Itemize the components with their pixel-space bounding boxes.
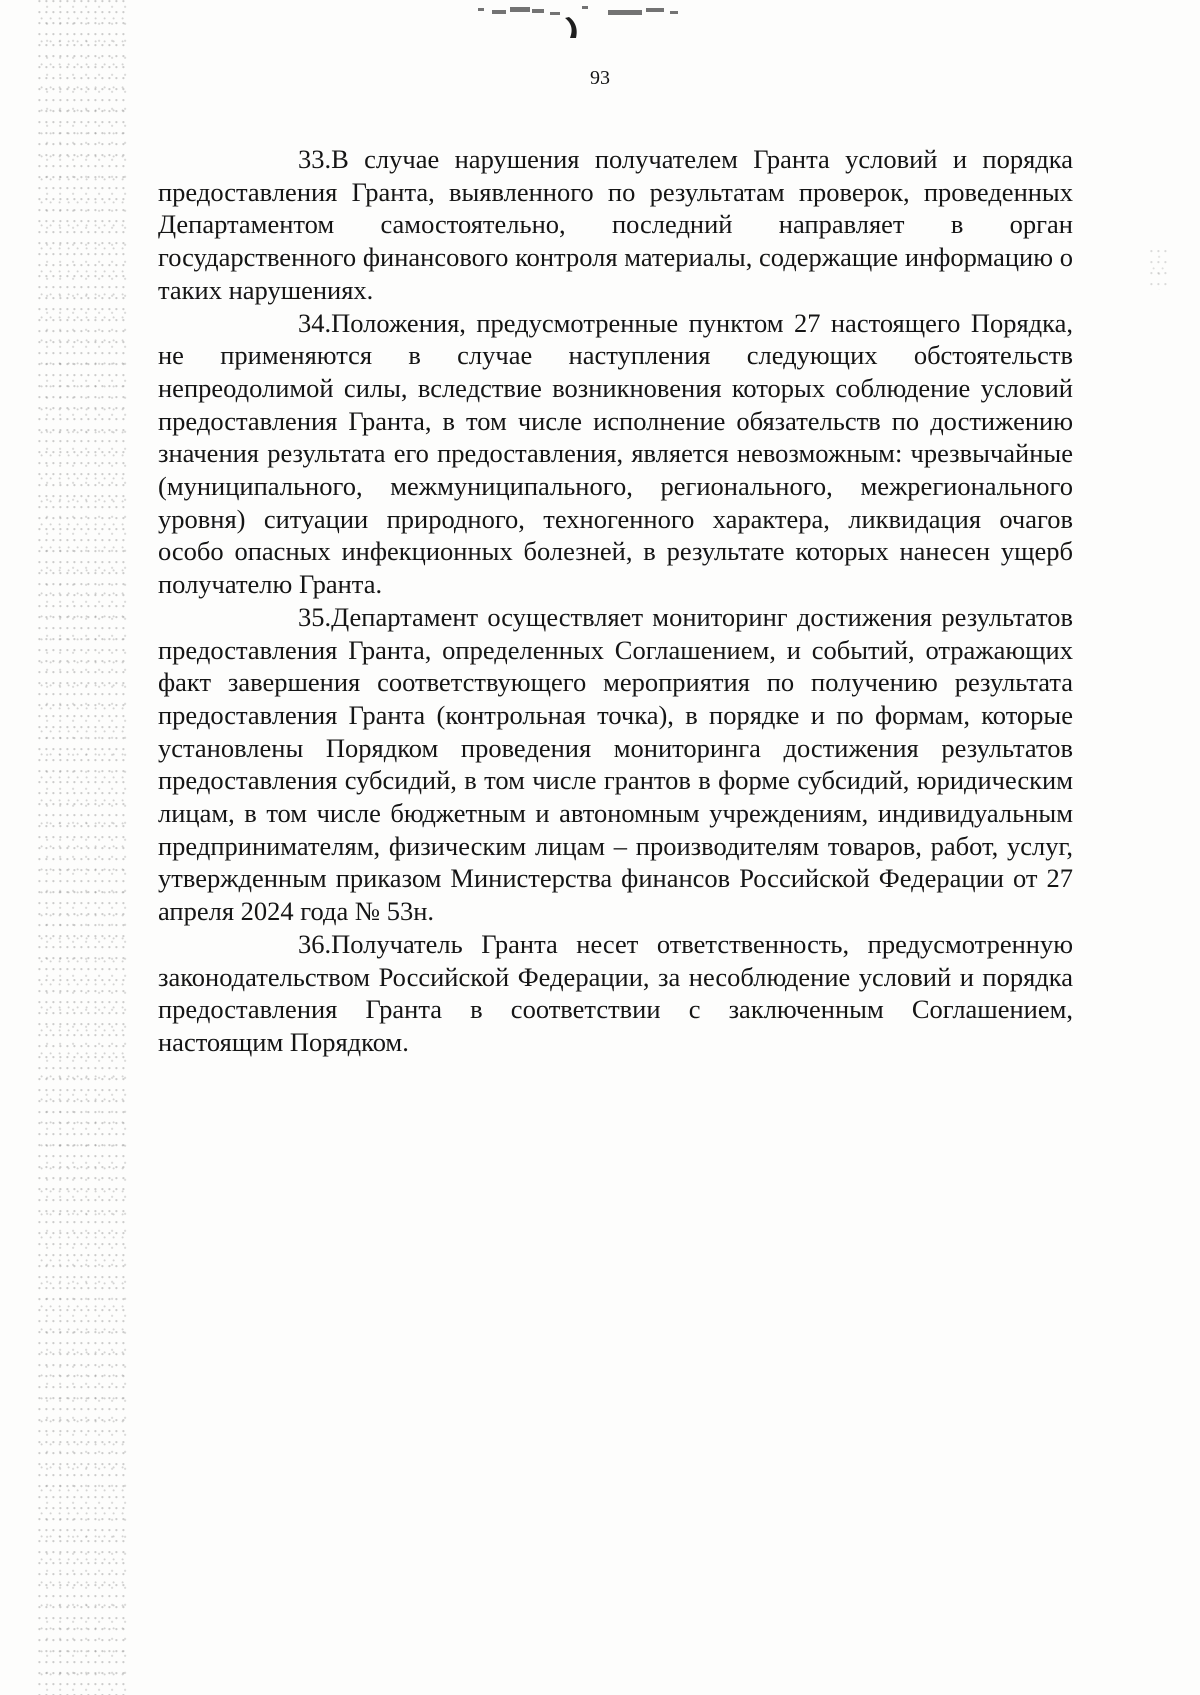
paragraph-number: 35. [298,601,332,632]
scan-edge-noise [38,0,128,1695]
document-body [158,143,1073,1059]
paragraph-number: 33. [298,144,332,174]
paragraph-number: 36. [298,928,332,959]
scan-edge-noise-right [1150,250,1170,290]
paragraph-text: Департамент осуществляет мониторинг достижения результатов предоставления Гранта, определенных Соглашением, и событий, отражающих факт завершения соответствующего мероприятия по получению результата предоставления Гранта (контрольная точка), в порядке и по формам, которые установлены Порядком проведения мониторинга достижения результатов предоставления субсидий, в том числе грантов в форме субсидий, юридическим лицам, в том числе бюджетным и автономным учреждениям, индивидуальным предпринимателям, физическим лицам – производителям товаров, работ, услуг, утвержденным приказом Министерства финансов Российской Федерации от 27 апреля 2024 года № 53н. [158,601,1073,927]
paragraph-text: Получатель Гранта несет ответственность, предусмотренную законодательством Российской Федерации, за несоблюдение условий и порядка предоставления Гранта в соответствии с заключенным Соглашением, настоящим Порядком. [158,928,1073,1057]
paragraph-35 [158,601,1073,928]
paragraph-33 [158,143,1073,307]
paragraph-text: Положения, предусмотренные пунктом 27 настоящего Порядка, не применяются в случае наступления следующих обстоятельств непреодолимой силы, вследствие возникновения которых соблюдение условий предоставления Гранта, в том числе исполнение обязательств по достижению значения результата его предоставления, является невозможным: чрезвычайные (муниципального, межмуниципального, регионального, межрегионального уровня) ситуации природного, техногенного характера, ликвидация очагов особо опасных инфекционных болезней, в результате которых нанесен ущерб получателю Гранта. [158,307,1073,600]
paragraph-number: 34. [298,307,332,338]
paragraph-36 [158,928,1073,1059]
paragraph-text: В случае нарушения получателем Гранта условий и порядка предоставления Гранта, выявленного по результатам проверок, проведенных Департаментом самостоятельно, последний направляет в орган государственного финансового контроля материалы, содержащие информацию о таких нарушениях. [158,144,1073,305]
paragraph-34 [158,307,1073,601]
page-number: 93 [590,67,610,89]
scan-artifact-mark [470,0,720,44]
